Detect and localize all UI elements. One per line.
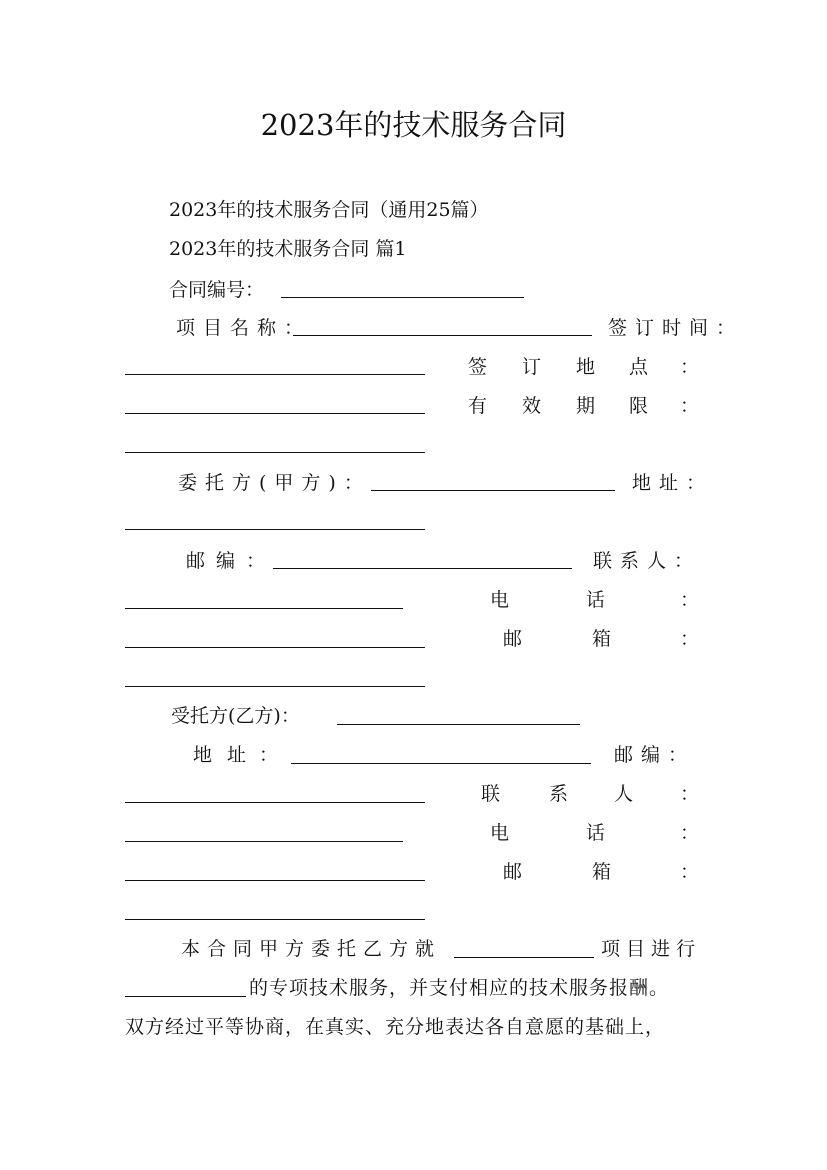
phone-char-1: 电 — [490, 589, 510, 611]
addr2-char-2: 址 — [227, 744, 247, 766]
contact2-colon: ： — [680, 783, 700, 805]
valid-period-char-4: 限 — [629, 395, 649, 417]
address-blank — [125, 529, 425, 530]
phone-colon: ： — [680, 589, 700, 611]
sign-place-char-2: 订 — [522, 356, 542, 378]
phone2-char-2: 话 — [586, 822, 606, 844]
phone2-colon: ： — [680, 822, 700, 844]
project-name-label: 项目名称： — [176, 317, 312, 339]
email2-blank — [125, 919, 425, 920]
valid-period-char-3: 期 — [576, 395, 596, 417]
sign-time-label: 签订时间： — [608, 317, 744, 339]
sign-place-char-4: 点 — [629, 356, 649, 378]
project-blank — [454, 957, 594, 958]
contact2-char-2: 系 — [549, 783, 569, 805]
body-line-1a: 本合同甲方委托乙方就 — [181, 938, 442, 960]
phone2-blank — [125, 880, 425, 881]
body-line-1b: 项目进行 — [601, 938, 702, 960]
client-blank — [371, 490, 615, 491]
body-line-2: 的专项技术服务，并支付相应的技术服务报酬。 — [249, 977, 670, 999]
valid-period-char-1: 有 — [468, 395, 488, 417]
postcode2-label: 邮编： — [614, 744, 696, 766]
phone-char-2: 话 — [586, 589, 606, 611]
email2-colon: ： — [680, 861, 700, 883]
email-colon: ： — [680, 628, 700, 650]
part-heading: 2023年的技术服务合同 篇1 — [169, 238, 407, 260]
phone2-char-1: 电 — [490, 822, 510, 844]
contact-blank — [125, 608, 403, 609]
contact2-char-1: 联 — [481, 783, 501, 805]
postcode-char-2: 编 — [216, 550, 236, 572]
valid-period-colon: ： — [680, 395, 700, 417]
contractor-label: 受托方(乙方)： — [171, 705, 300, 727]
contract-no-blank — [281, 297, 524, 298]
sign-place-blank — [125, 413, 425, 414]
valid-period-char-2: 效 — [522, 395, 542, 417]
body-line-3: 双方经过平等协商，在真实、充分地表达各自意愿的基础上， — [125, 1016, 666, 1038]
addr2-blank — [291, 763, 591, 764]
client-label: 委托方(甲方)： — [178, 472, 371, 494]
valid-period-blank — [125, 452, 425, 453]
project-name-blank — [293, 335, 592, 336]
postcode-colon: ： — [246, 550, 266, 572]
sign-place-char-1: 签 — [468, 356, 488, 378]
sign-time-blank — [125, 374, 425, 375]
addr2-colon: ： — [259, 744, 279, 766]
email-char-2: 箱 — [592, 628, 612, 650]
contact-label: 联系人： — [593, 550, 702, 572]
contractor-blank — [337, 724, 580, 725]
email2-char-1: 邮 — [503, 861, 523, 883]
contact2-char-3: 人 — [614, 783, 634, 805]
postcode-char-1: 邮 — [186, 550, 206, 572]
phone-blank — [125, 647, 425, 648]
postcode2-blank — [125, 802, 425, 803]
contract-no-label: 合同编号： — [169, 279, 265, 301]
address-label: 地址： — [632, 472, 714, 494]
sign-place-char-3: 地 — [576, 356, 596, 378]
email-char-1: 邮 — [503, 628, 523, 650]
email2-char-2: 箱 — [592, 861, 612, 883]
document-title: 2023年的技术服务合同 — [260, 108, 567, 142]
postcode-blank — [273, 568, 572, 569]
contact2-blank — [125, 841, 403, 842]
document-subtitle: 2023年的技术服务合同（通用25篇） — [169, 199, 489, 221]
sign-place-colon: ： — [680, 356, 700, 378]
service-blank — [125, 996, 246, 997]
addr2-char-1: 地 — [193, 744, 213, 766]
email-blank — [125, 686, 425, 687]
